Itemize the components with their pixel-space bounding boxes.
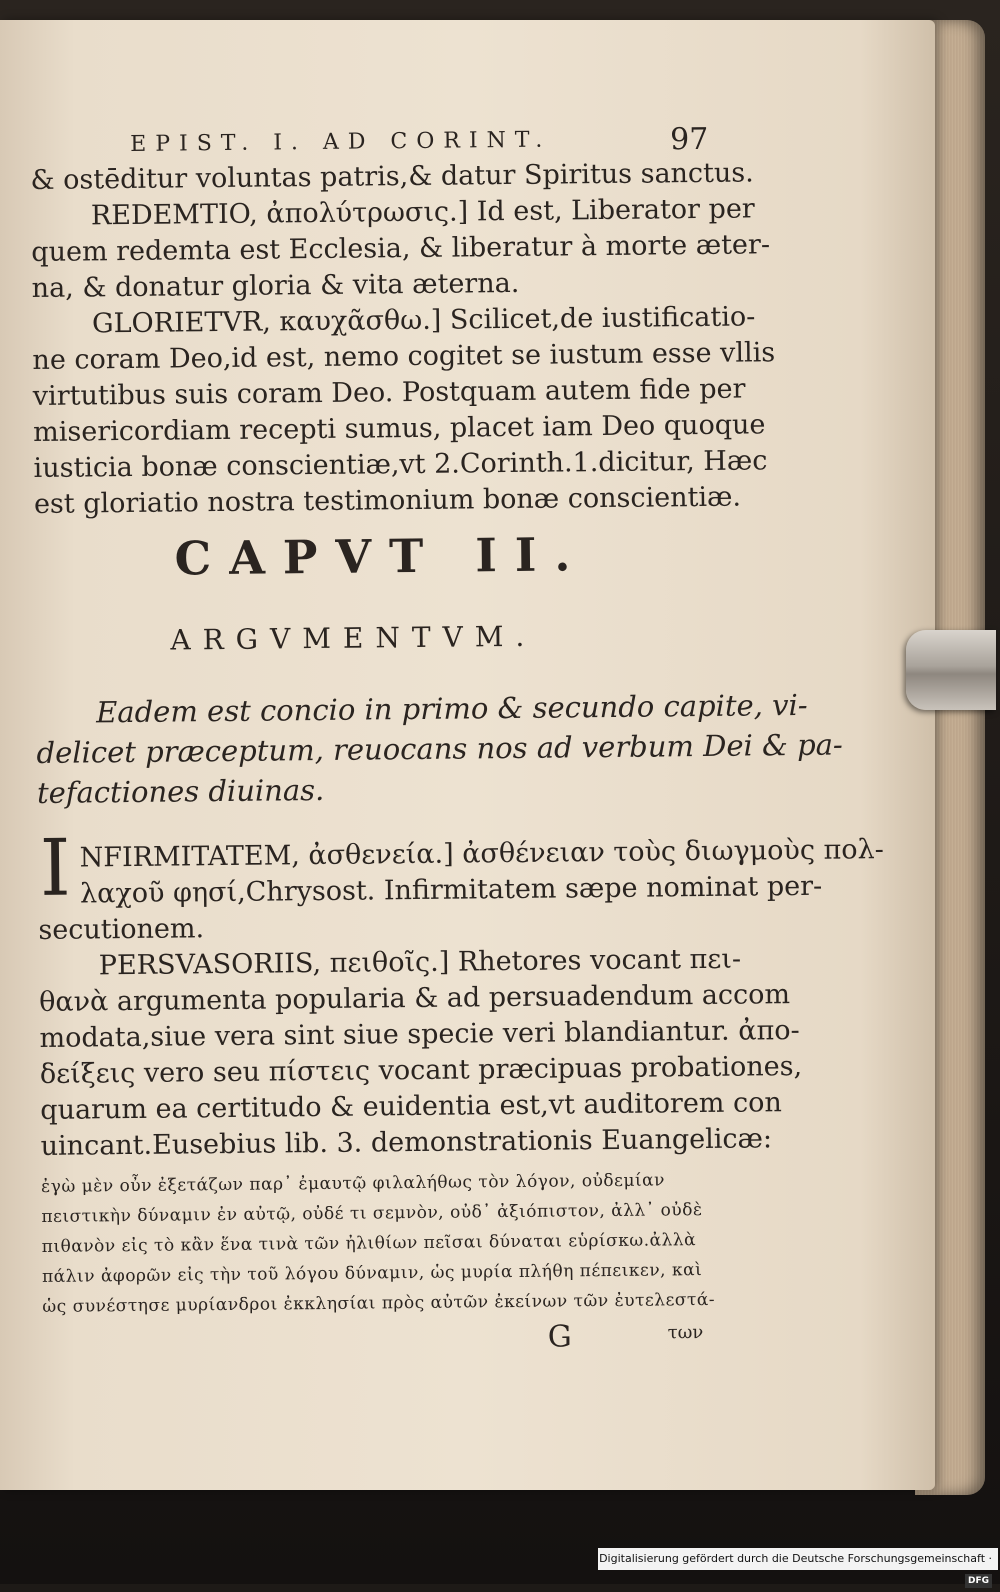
dfg-logo: DFG (965, 1574, 992, 1588)
chapter-title: CAPVT II. (174, 527, 589, 586)
text-line: est gloriatio nostra testimonium bonæ conscientiæ. (33, 481, 742, 520)
text-line: δείξεις vero seu πίστεις vocant præcipuas probationes, (39, 1050, 803, 1090)
page-number: 97 (670, 121, 709, 158)
catchword: των (667, 1322, 704, 1344)
text-line: modata,siue vera sint siue specie veri blandiantur. ἀπο- (39, 1014, 800, 1054)
argument-line: delicet præceptum, reuocans nos ad verbum Dei & pa- (36, 727, 843, 770)
signature-mark: G (547, 1319, 572, 1355)
text-line: ne coram Deo,id est, nemo cogitet se iustum esse vllis (32, 337, 776, 376)
text-line: misericordiam recepti sumus, placet iam Deo quoque (33, 409, 766, 448)
text-line: REDEMTIO, ἀπολύτρωσις.] Id est, Liberator per (90, 193, 755, 232)
digitization-credit (598, 1548, 998, 1586)
text-line: virtutibus suis coram Deo. Postquam autem fide per (32, 373, 746, 412)
metal-clasp (906, 630, 996, 710)
argument-line: Eadem est concio in primo & secundo capite, vi- (95, 687, 808, 730)
argument-heading: ARGVMENTVM. (170, 619, 537, 657)
text-line: & ostēditur voluntas patris,& datur Spiritus sanctus. (30, 157, 754, 196)
book-page (0, 20, 935, 1490)
greek-quote-line: ὡς συνέστησε μυρίανδροι ἐκκλησίαι πρὸς αὐτῶν ἐκείνων τῶν ἐυτελεστά- (42, 1289, 716, 1317)
running-head: EPIST. I. AD CORINT. (130, 127, 552, 157)
greek-quote-line: πιθανὸν εἰς τὸ κἂν ἕνα τινὰ τῶν ἠλιθίων πεῖσαι δύναται εὑρίσκω.ἀλλὰ (41, 1230, 697, 1257)
text-line: uincant.Eusebius lib. 3. demonstrationis Euangelicæ: (40, 1123, 773, 1162)
text-line: quem redemta est Ecclesia, & liberatur à morte æter- (31, 229, 771, 268)
page-text-block (30, 118, 884, 1355)
drop-cap: I (39, 823, 72, 914)
credit-text: Digitalisierung gefördert durch die Deutsche Forschungsgemeinschaft · (599, 1552, 992, 1565)
text-line: na, & donatur gloria & vita æterna. (31, 267, 520, 304)
argument-line: tefactiones diuinas. (36, 772, 325, 810)
greek-quote-line: πειστικὴν δύναμιν ἐν αὐτῷ, οὐδέ τι σεμνὸν, οὐδ᾽ ἀξιόπιστον, ἀλλ᾽ οὐδὲ (41, 1200, 703, 1227)
text-line: secutionem. (38, 913, 205, 946)
greek-quote-line: ἐγὼ μὲν οὖν ἐξετάζων παρ᾽ ἐμαυτῷ φιλαλήθως τὸν λόγον, οὐδεμίαν (41, 1170, 666, 1197)
text-line: quarum ea certitudo & euidentia est,vt auditorem con (40, 1087, 782, 1126)
text-line: iusticia bonæ conscientiæ,vt 2.Corinth.1.dicitur, Hæc (33, 445, 768, 484)
text-line: θανὰ argumenta popularia & ad persuadendum accom (39, 979, 791, 1018)
greek-quote-line: πάλιν ἀφορῶν εἰς τὴν τοῦ λόγου δύναμιν, ὡς μυρία πλήθη πέπεικεν, καὶ (41, 1260, 703, 1287)
text-line: NFIRMITATEM, ἀσθενεία.] ἀσθένειαν τοὺς διωγμοὺς πολ- (79, 834, 884, 874)
text-line: PERSVASORIIS, πειθοῖς.] Rhetores vocant πει- (98, 943, 742, 982)
text-line: λαχοῦ φησί,Chrysost. Infirmitatem sæpe nominat per- (79, 870, 823, 910)
text-line: GLORIETVR, καυχᾶσθω.] Scilicet,de iustificatio- (91, 301, 756, 340)
